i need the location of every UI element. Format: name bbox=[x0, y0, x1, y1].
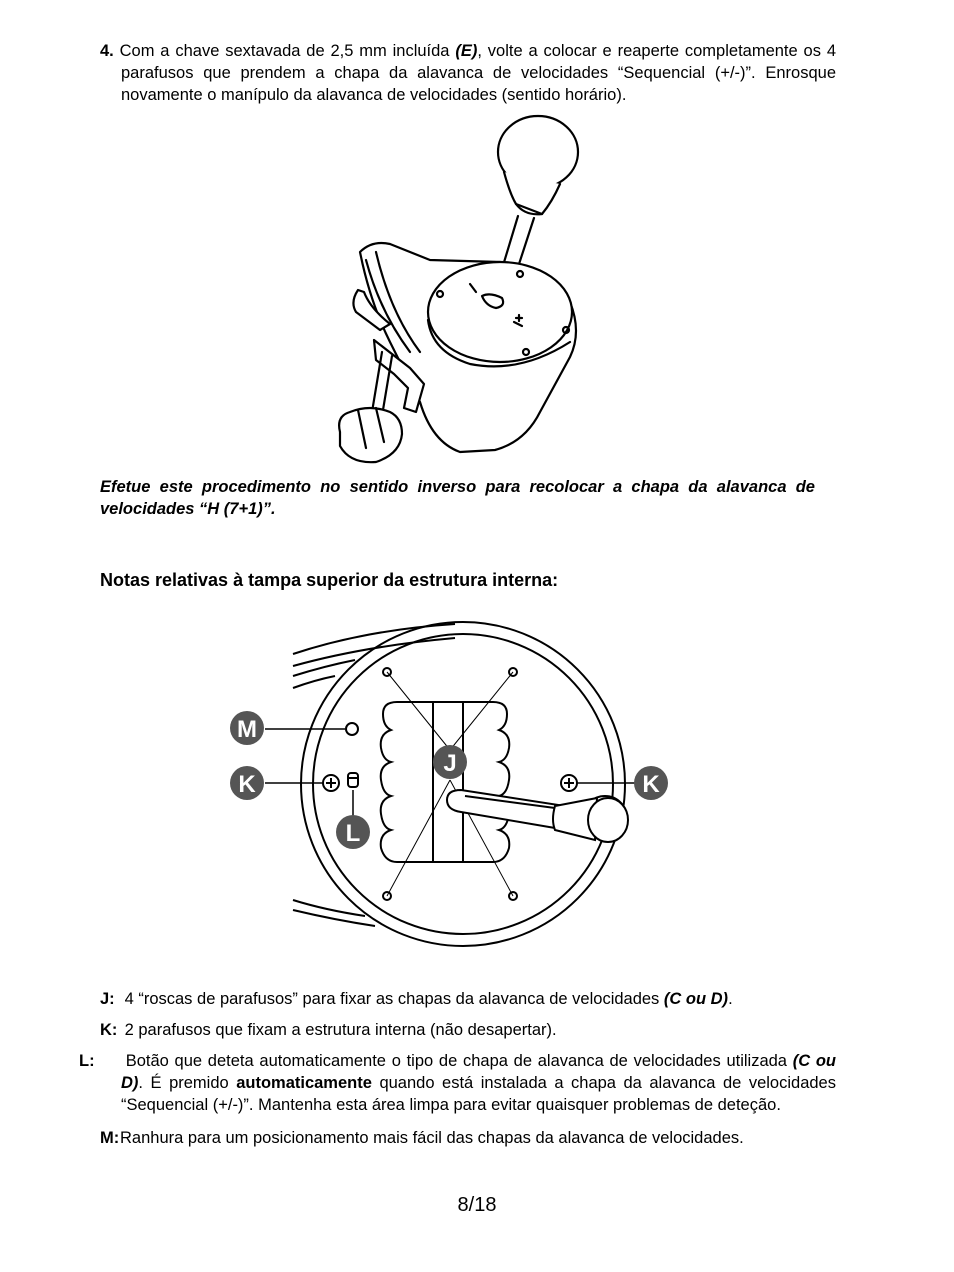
label-k-right-text: K bbox=[642, 771, 660, 798]
label-k-left bbox=[230, 766, 264, 800]
definition-l-key: L: bbox=[79, 1052, 95, 1070]
label-j-text: J bbox=[443, 750, 457, 777]
definition-m-key: M: bbox=[100, 1129, 120, 1147]
label-k-right bbox=[634, 766, 668, 800]
step-text-b: , volte a colocar e reaperte completamente os 4 parafusos que prendem a chapa da alavanca de velocidades “Sequencial (+/-)”. Enrosque novamente o manípulo da alavanca de velocidades (sentido horário). bbox=[121, 42, 836, 104]
top-cover-diagram bbox=[225, 610, 675, 960]
shifter-illustration bbox=[320, 112, 590, 474]
definition-m bbox=[100, 1127, 815, 1149]
definition-j-emph: (C ou D) bbox=[663, 990, 729, 1008]
label-l bbox=[336, 815, 370, 849]
label-m bbox=[230, 711, 264, 745]
definition-l-text-a: Botão que deteta automaticamente o tipo de chapa de alavanca de velocidades utilizada bbox=[120, 1052, 793, 1070]
definition-m-text: Ranhura para um posicionamento mais fácil das chapas da alavanca de velocidades. bbox=[120, 1129, 744, 1147]
step-number: 4. bbox=[100, 42, 114, 60]
section-heading: Notas relativas à tampa superior da estrutura interna: bbox=[100, 570, 559, 590]
definition-l-bold: automaticamente bbox=[236, 1074, 372, 1092]
step-text-a: Com a chave sextavada de 2,5 mm incluída bbox=[119, 42, 456, 60]
definition-k-key: K: bbox=[100, 1021, 118, 1039]
definition-l-emph: (C ou D) bbox=[121, 1052, 837, 1092]
step-4-paragraph bbox=[100, 40, 836, 106]
page-number: 8/18 bbox=[457, 1194, 497, 1216]
definition-j-key: J: bbox=[100, 990, 115, 1008]
definition-j-text: 4 “roscas de parafusos” para fixar as chapas da alavanca de velocidades bbox=[120, 990, 664, 1008]
label-l-text: L bbox=[345, 820, 361, 847]
label-j bbox=[433, 745, 467, 779]
label-m-text: M bbox=[237, 716, 257, 743]
reverse-procedure-note: Efetue este procedimento no sentido inverso para recolocar a chapa da alavanca de velocidades “H (7+1)”. bbox=[100, 478, 815, 518]
definition-j-end: . bbox=[728, 990, 733, 1008]
definition-k bbox=[100, 1019, 815, 1041]
tool-reference: (E) bbox=[455, 42, 478, 60]
definition-l bbox=[79, 1050, 837, 1116]
definition-l-text-b: . É premido bbox=[138, 1074, 237, 1092]
definition-j bbox=[100, 988, 815, 1010]
definition-k-text: 2 parafusos que fixam a estrutura interna (não desapertar). bbox=[120, 1021, 557, 1039]
label-k-left-text: K bbox=[238, 771, 256, 798]
definition-l-text-c: quando está instalada a chapa da alavanca de velocidades “Sequencial (+/-)”. Mantenha esta área limpa para evitar quaisquer problemas de deteção. bbox=[121, 1074, 836, 1114]
